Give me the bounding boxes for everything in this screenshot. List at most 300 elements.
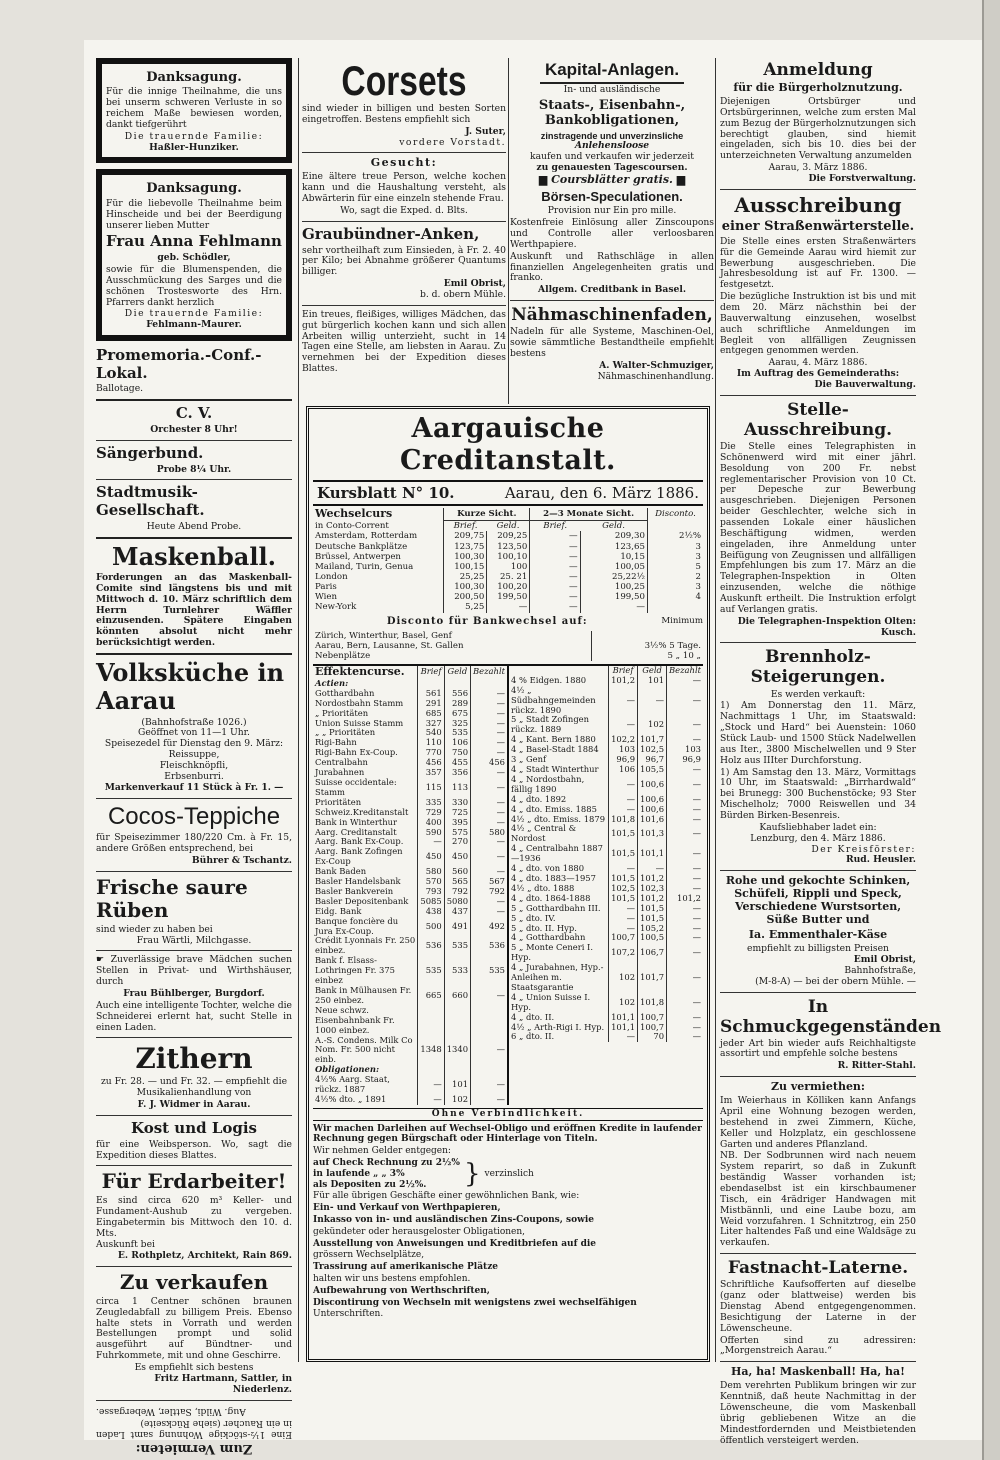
divider — [96, 871, 292, 872]
ad-text: NB. Der Sodbrunnen wird nach neuem System reparirt, so daß in Zukunft beständig Wasser vorhanden ist; ebendaselbst ist ein kirschbaumener Tisch, ein 4rädriger Handwagen mit Mistbännli, und eine Laube bozu, am Weid vorzufahren. 1 Schnitztrog, ein 250 Liter haltendes Faß und eine Waldsäge zu verkaufen. — [720, 1150, 916, 1249]
row-label: 5 „ Monte Ceneri I. Hyp. — [511, 942, 594, 963]
ad-signature: Die trauernde Familie: — [124, 308, 264, 320]
row-label: 3 „ Genf — [511, 754, 547, 765]
row-label: Basler Handelsbank — [315, 876, 401, 887]
row-value: 450 — [418, 847, 444, 867]
row-value: — — [418, 1095, 444, 1105]
column-header: Brief — [609, 666, 638, 676]
ad-text: Schriftliche Kaufsofferten auf dieselbe (ganz oder blattweise) werden bis Dienstag Abend entgegengenommen. Besichtigung der Laterne in der Löwenscheune. — [720, 1279, 916, 1334]
row-value: 456 — [471, 758, 507, 768]
table-row — [313, 956, 507, 986]
row-label: Basler Depositenbank — [315, 895, 409, 906]
effekten-left-table — [313, 666, 507, 1105]
row-value: — — [471, 768, 507, 778]
row-value: 335 — [418, 798, 444, 808]
ad-text: Diejenigen Ortsbürger und Ortsbürgerinnen, welche zum ersten Mal zum Bezug der Bürgerholznutzungen sich berechtigt glauben, sind hiemit eingeladen, sich bis 10. dies bei der unterzeichneten Verwaltung anzumelden — [720, 96, 916, 162]
row-label: Bank f. Elsass-Lothringen Fr. 375 einbez — [315, 955, 396, 986]
ad-text: Markenverkauf 11 Stück à Fr. 1. — — [104, 781, 284, 793]
table-row — [509, 914, 703, 924]
row-value: — — [418, 1075, 444, 1095]
ad-signature: Frau Wärtli, Milchgasse. — [136, 934, 252, 946]
row-value: 101,1 — [638, 844, 667, 864]
row-value: 5 „ 10 „ — [592, 651, 703, 661]
row-label: Mailand, Turin, Genua — [315, 561, 414, 572]
ad-text: Kaufsliebhaber ladet ein: — [759, 821, 877, 833]
row-value: 100,20 — [487, 582, 530, 592]
row-value: — — [471, 867, 507, 877]
row-value: — — [667, 775, 703, 795]
divider — [96, 950, 292, 951]
ad-text: Staats-, Eisenbahn-, Bankobligationen, — [538, 97, 686, 129]
row-value: 101,8 — [609, 815, 638, 825]
table-row — [509, 993, 703, 1013]
ad-signature: F. J. Widmer in Aarau. — [137, 1099, 251, 1111]
ad-signature: Kusch. — [880, 626, 916, 638]
row-value: — — [530, 602, 580, 612]
column-4 — [720, 58, 942, 1447]
ad-text: sind wieder zu haben bei — [96, 923, 213, 935]
table-row — [313, 641, 703, 651]
row-value: 100,25 — [580, 582, 647, 592]
ad-text: Orchester 8 Uhr! — [150, 424, 238, 436]
row-label: Paris — [315, 582, 337, 593]
row-value: 100 — [487, 562, 530, 572]
ad-text: Auskunft bei — [96, 1239, 155, 1251]
table-row — [313, 602, 703, 612]
row-value: 100,5 — [638, 933, 667, 943]
row-label: Bank in Winterthur — [315, 816, 398, 827]
ad-title: Promemoria.-Conf.-Lokal. — [96, 346, 262, 382]
row-label: „ „ Prioritäten — [315, 727, 376, 738]
row-label: Aarg. Creditanstalt — [315, 826, 397, 837]
column-3 — [510, 58, 714, 383]
ad-text: Die Stelle eines Telegraphisten in Schönenwerd wird mit einer jährl. Besoldung von 200 Fr. nebst reglementarischer Provision von 10 Ct. per Depesche zur Bewerbung ausgeschrieben. Diejenigen Personen beider Geschlechter, welche sich in passenden Lokale einer häuslichen Beschäftigung widmen, werden eingeladen, ihre Anmeldung unter Beifügung von Zeugnissen und allfälligen Empfehlungen bis zum 17. März an die Telegraphen-Inspektion in Olten einzusenden, welche die nöthige Auskunft ertheilt. Die Instruktion erfolgt auf Verlangen gratis. — [720, 440, 916, 615]
ad-signature: Haßler-Hunziker. — [149, 141, 239, 153]
row-value — [471, 1006, 507, 1036]
rate-line: verzinslich — [484, 1168, 534, 1179]
row-value: 25. 21 — [487, 572, 530, 582]
ad-signature: Die Bauverwaltung. — [814, 378, 916, 390]
row-value: 5080 — [444, 897, 470, 907]
table-row — [313, 1095, 507, 1105]
row-label: 4 „ dto. II. — [511, 1011, 555, 1022]
row-value: 3 — [647, 542, 703, 552]
row-label: 4 „ Gotthardbahn — [511, 932, 586, 943]
table-row — [313, 631, 703, 641]
ad-title: Gesucht: — [370, 156, 438, 170]
ad-signature: Fehlmann-Maurer. — [146, 319, 242, 331]
table-row — [313, 818, 507, 828]
ad-title: Cocos-Teppiche — [107, 802, 281, 830]
ad-text: geb. Schödler, — [157, 252, 231, 264]
row-value: — — [471, 699, 507, 709]
divider — [96, 479, 292, 480]
row-value: 101,5 — [638, 914, 667, 924]
row-value: 395 — [444, 818, 470, 828]
divider — [96, 1115, 292, 1116]
effekten-right-table — [509, 666, 703, 1042]
ad-signature: Die Telegraphen-Inspektion Olten: — [737, 615, 916, 627]
ad-title: Maskenball. — [112, 541, 276, 571]
row-label: Rigi-Bahn — [315, 737, 357, 748]
row-value: — — [471, 689, 507, 699]
row-value: 101,1 — [609, 1023, 638, 1033]
service-line: halten wir uns bestens empfohlen. — [313, 1274, 471, 1285]
row-label: Jurabahnen — [315, 767, 365, 778]
row-value: 357 — [418, 768, 444, 778]
row-label: Bank in Mülhausen Fr. 250 einbez. — [315, 985, 412, 1005]
row-label: 4½ „ Arth-Rigi I. Hyp. — [511, 1021, 605, 1032]
ad-title: Kapital-Anlagen. — [544, 60, 680, 79]
row-value: — — [471, 778, 507, 798]
column-header: Wechselcurs — [315, 506, 393, 520]
ad-text: zu genauesten Tagescoursen. — [536, 162, 688, 174]
ad-signature: Emil Obrist, — [853, 953, 916, 965]
ad-text: Dem verehrten Publikum bringen wir zur Kenntniß, daß heute Nachmittag in der Löwenscheune, die vom Maskenball übrig gebliebenen Witze an die Mindestfordernden und Meistbietenden öffentlich versteigert werden. — [720, 1380, 916, 1446]
ad-title: C. V. — [175, 404, 213, 423]
row-value: 110 — [418, 738, 444, 748]
row-value: 792 — [471, 887, 507, 897]
row-value: — — [487, 602, 530, 612]
row-value: 101,8 — [638, 993, 667, 1013]
service-line: Ein- und Verkauf von Werthpapieren, — [313, 1203, 501, 1214]
row-value: 792 — [444, 887, 470, 897]
row-value: 660 — [444, 986, 470, 1006]
row-value: — — [471, 738, 507, 748]
row-value: 570 — [418, 877, 444, 887]
row-value: 567 — [471, 877, 507, 887]
divider — [96, 653, 292, 655]
row-value: 3 — [647, 552, 703, 562]
section-label: Actien: — [315, 677, 349, 688]
row-value: 101,6 — [638, 815, 667, 825]
row-label: Aarau, Bern, Lausanne, St. Gallen — [315, 640, 464, 651]
row-label: 4 „ Basel-Stadt 1884 — [511, 744, 599, 755]
ad-title: Graubündner-Anken, — [302, 224, 480, 243]
column-1 — [96, 58, 292, 1455]
row-value: 102 — [638, 715, 667, 735]
row-label: Amsterdam, Rotterdam — [315, 531, 418, 542]
table-row — [509, 686, 703, 716]
row-label: 4 „ dto. Emiss. 1885 — [511, 803, 597, 814]
row-value: 1348 — [418, 1036, 444, 1066]
row-value: 270 — [444, 837, 470, 847]
row-value: 103 — [667, 745, 703, 755]
ad-title: Stelle-Ausschreibung. — [743, 399, 893, 440]
table-row — [313, 562, 703, 572]
row-value: — — [609, 805, 638, 815]
ad-text: Kostenfreie Einlösung aller Zinscoupons und Controlle aller verloosbaren Werthpapiere. — [510, 217, 714, 250]
table-row — [509, 963, 703, 993]
row-value: 101,2 — [638, 894, 667, 904]
row-value: 2 — [647, 572, 703, 582]
column-rule — [715, 58, 716, 1362]
row-value: 3½% 5 Tage. — [592, 641, 703, 651]
creditanstalt-kursblatt — [306, 406, 710, 1362]
row-label: Bank Baden — [315, 866, 367, 877]
row-value: 102,5 — [638, 745, 667, 755]
row-label: Rigi-Bahn Ex-Coup. — [315, 747, 398, 758]
row-value: 101,3 — [638, 824, 667, 844]
row-value: 491 — [444, 917, 470, 937]
row-label: 6 „ dto. II. — [511, 1031, 555, 1042]
row-value: — — [609, 715, 638, 735]
row-value: 101 — [638, 676, 667, 686]
kursblatt-header — [313, 480, 703, 506]
table-row — [313, 651, 703, 661]
table-row — [313, 542, 703, 552]
divider — [720, 870, 916, 871]
ad-text: ☛ Zuverlässige brave Mädchen suchen Stellen in Privat- und Wirthshäuser, durch — [96, 954, 292, 988]
ad-text: sowie für die Blumenspenden, die Ausschmückung des Sarges und die schönen Trostesworte des Hrn. Pfarrers dankt herzlich — [106, 263, 282, 308]
row-value: 199,50 — [580, 592, 647, 602]
ad-text: Wo, sagt die Exped. d. Blts. — [340, 204, 468, 216]
column-header: Geld — [444, 666, 470, 679]
ad-text: In- und ausländische — [563, 84, 661, 96]
ad-name: Frau Anna Fehlmann — [106, 232, 282, 251]
ad-title: Sängerbund. — [96, 443, 204, 462]
service-line: Unterschriften. — [313, 1309, 384, 1320]
row-value: — — [471, 748, 507, 758]
ad-signature: Die trauernde Familie: — [124, 130, 264, 142]
ad-text: Es werden verkauft: — [770, 688, 866, 700]
ad-title: Danksagung. — [146, 70, 242, 85]
ad-title: Kost und Logis — [130, 1119, 257, 1138]
row-value: — — [471, 798, 507, 808]
row-value: 209,30 — [580, 531, 647, 541]
ad-text: Im Weierhaus in Kölliken kann Anfangs April eine Wohnung bezogen werden, bestehend in zwei Zimmern, Küche, Keller und Holzplatz, ein geschlossene Garten und anderes Pflanzland. — [720, 1095, 916, 1150]
ad-title: Ha, ha! Maskenball! Ha, ha! — [730, 1365, 906, 1379]
column-header: Geld — [638, 666, 667, 676]
bank-services — [313, 1124, 703, 1321]
ad-title: Zum Vermieten: — [135, 1440, 253, 1456]
divider — [720, 189, 916, 190]
row-value: 100,7 — [609, 933, 638, 943]
column-header: Kurze Sicht. — [444, 508, 530, 521]
row-value: 10,15 — [580, 552, 647, 562]
row-value: 101 — [444, 1075, 470, 1095]
table-row — [313, 778, 507, 798]
ad-text: Heute Abend Probe. — [146, 520, 242, 532]
row-value: 101,5 — [609, 824, 638, 844]
column-header: in Conto-Corrent — [315, 521, 389, 531]
divider — [720, 1253, 916, 1254]
ad-text: Auch eine intelligente Tochter, welche die Schneiderei erlernt hat, sucht Stelle in einen Laden. — [96, 999, 292, 1033]
row-value: — — [667, 824, 703, 844]
ad-text: 1) Am Samstag den 13. März, Vormittags 10 Uhr, im Staatswald: „Birrhardwald“ bei Brunegg: 300 Buchenstöcke; 93 Ster Mischelholz; 7000 Reiswellen und 34 Bürden Birken-Besenreis. — [720, 766, 916, 821]
row-label: 4 „ Union Suisse I. Hyp. — [511, 991, 591, 1012]
row-value: 101,1 — [609, 1013, 638, 1023]
ad-signature: R. Ritter-Stahl. — [837, 1060, 916, 1072]
row-value: 100,6 — [638, 795, 667, 805]
row-value: 5085 — [418, 897, 444, 907]
row-label: 4½% dto. „ 1891 — [315, 1093, 387, 1104]
ad-text: 1) Am Donnerstag den 11. März, Nachmittags 1 Uhr, im Staatswald: „Stock und Hard“ bei Auenstein: 1060 Stück Laub- und 1500 Stück Nadelwellen aus Iter., 3800 Mischelwellen und 9 Ster Holz aus IIIter Durchforstung. — [720, 700, 916, 766]
ad-text: Aarau, 4. März 1886. — [768, 357, 868, 369]
column-header: Brief. — [530, 521, 580, 532]
row-value: — — [530, 562, 580, 572]
upside-down-ad — [96, 1405, 292, 1456]
row-value: 536 — [471, 936, 507, 956]
ad-text: sehr vortheilhaft zum Einsieden, à Fr. 2. 40 per Kilo; bei Abnahme größerer Quantums billiger. — [302, 244, 506, 278]
ad-title: Brennholz-Steigerungen. — [750, 647, 886, 688]
row-label: 5 „ dto. II. Hyp. — [511, 922, 577, 933]
row-value: — — [580, 602, 647, 612]
ad-text: Aarau, 3. März 1886. — [768, 162, 868, 174]
table-row — [313, 1006, 507, 1036]
ad-text: Probe 8¼ Uhr. — [156, 463, 232, 475]
row-value: 1340 — [444, 1036, 470, 1066]
ad-text: sind wieder in billigen und besten Sorten eingetroffen. Bestens empfiehlt sich — [302, 103, 506, 125]
table-row — [509, 676, 703, 686]
row-value: — — [530, 592, 580, 602]
ad-signature: Frau Bühlberger, Burgdorf. — [123, 988, 265, 999]
service-line: Inkasso von in- und ausländischen Zins-Coupons, sowie — [313, 1215, 594, 1226]
pointing-hand-icon: ☛ — [96, 954, 111, 966]
row-label: 4 „ Nordostbahn, fällig 1890 — [511, 773, 585, 794]
divider — [96, 1400, 292, 1401]
row-value: 101,2 — [638, 874, 667, 884]
divider — [720, 1076, 916, 1077]
row-value: 5,25 — [444, 602, 487, 612]
row-value: — — [471, 897, 507, 907]
row-value: 100,15 — [444, 562, 487, 572]
row-value: 535 — [444, 936, 470, 956]
rate-line: in laufende „ „ 3% — [313, 1168, 405, 1179]
row-value: 793 — [418, 887, 444, 897]
divider — [96, 537, 292, 539]
row-value: 101,7 — [638, 963, 667, 993]
table-row — [313, 552, 703, 562]
row-value: — — [667, 864, 703, 874]
ad-title: Fastnacht-Laterne. — [727, 1258, 909, 1279]
row-value: 101,5 — [638, 904, 667, 914]
ad-text: Lenzburg, den 4. März 1886. — [750, 832, 886, 844]
row-value: 102 — [444, 1095, 470, 1105]
row-value — [444, 1006, 470, 1036]
row-value: — — [609, 1032, 638, 1042]
row-value: 3 — [647, 582, 703, 592]
ad-text: Die Stelle eines ersten Straßenwärters für die Gemeinde Aarau wird hiemit zur Bewerbung ausgeschrieben. Die Jahresbesoldung ist auf Fr. 1300. — festgesetzt. — [720, 235, 916, 291]
row-label: Suisse occidentale: Stamm — [315, 776, 397, 797]
ad-text: empfiehlt zu billigsten Preisen — [747, 943, 889, 955]
row-value: 123,65 — [580, 542, 647, 552]
row-value: 105,2 — [638, 924, 667, 934]
row-label: Deutsche Bankplätze — [315, 541, 408, 552]
row-value: 560 — [444, 867, 470, 877]
row-value: — — [667, 815, 703, 825]
ad-title: Zu vermiethen: — [771, 1080, 865, 1094]
section-label: Obligationen: — [315, 1064, 380, 1075]
ad-text: Es sind circa 620 m³ Keller- und Fundament-Aushub zu vergeben. Eingabetermin bis Mittwoch den 10. d. Mts. — [96, 1195, 292, 1239]
row-value: — — [471, 986, 507, 1006]
row-value: 400 — [418, 818, 444, 828]
row-label: 4 „ Centralbahn 1887—1936 — [511, 843, 603, 864]
service-line: grössern Wechselplätze, — [313, 1250, 425, 1261]
ad-text: Ballotage. — [96, 383, 144, 395]
ad-signature: Aug. Wildi, Sattler, Webergasse. — [96, 1405, 246, 1417]
row-label: 4 „ dto. 1864-1888 — [511, 892, 591, 903]
ad-title: Frische saure Rüben — [96, 874, 248, 923]
column-header: Geld. — [602, 521, 625, 532]
row-label: Banque foncière du Jura Ex-Coup. — [315, 915, 399, 936]
row-label: Schweiz.Kreditanstalt — [315, 806, 409, 817]
row-value: 96,9 — [609, 755, 638, 765]
row-value: 100,6 — [638, 775, 667, 795]
kursblatt-number: Kursblatt N° 10. — [317, 483, 455, 502]
row-label: Prioritäten — [315, 796, 362, 807]
row-value — [647, 602, 703, 612]
row-label: Centralbahn — [315, 757, 368, 768]
table-row — [313, 1075, 507, 1095]
row-label: Gotthardbahn — [315, 687, 375, 698]
divider — [96, 798, 292, 799]
ad-signature: Die Forstverwaltung. — [808, 173, 916, 185]
ad-signature: Allgem. Creditbank in Basel. — [537, 284, 687, 296]
divider — [96, 399, 292, 401]
row-value: 540 — [418, 728, 444, 738]
ad-text: Forderungen an das Maskenball-Comite sind längstens bis und mit Mittwoch d. 10. März schriftlich dem Herrn Turnlehrer Wäffler einzusenden. Spätere Eingaben könnten absolut nicht mehr berücksichtigt werden. — [96, 571, 292, 649]
row-label: 4 „ dto. 1883—1957 — [511, 872, 596, 883]
table-row — [509, 1032, 703, 1042]
row-value: — — [530, 542, 580, 552]
row-value: 291 — [418, 699, 444, 709]
table-row — [509, 824, 703, 844]
row-label: Union Suisse Stamm — [315, 717, 404, 728]
ad-title: Ia. Emmenthaler-Käse — [748, 928, 888, 942]
row-value: 123,50 — [487, 542, 530, 552]
ad-signature: Im Auftrag des Gemeinderaths: — [736, 368, 900, 380]
disconto-section: Disconto für Bankwechsel auf: Minimum — [386, 615, 703, 627]
row-value: 101,2 — [609, 676, 638, 686]
row-value: 200,50 — [444, 592, 487, 602]
row-value: 100,30 — [444, 552, 487, 562]
row-value: — — [471, 837, 507, 847]
table-row — [313, 572, 703, 582]
row-value: 289 — [444, 699, 470, 709]
row-value: 101,7 — [638, 735, 667, 745]
row-value: 5 — [647, 562, 703, 572]
row-value: 101,5 — [609, 844, 638, 864]
row-label: 4½ „ dto. 1888 — [511, 882, 575, 893]
row-value: 107,2 — [609, 943, 638, 963]
ad-text: Für die liebevolle Theilnahme beim Hinscheide und bei der Beerdigung unserer lieben Mutter — [106, 197, 282, 231]
divider — [96, 1266, 292, 1267]
row-value: 25,22½ — [580, 572, 647, 582]
divider — [720, 992, 916, 993]
row-value: — — [667, 795, 703, 805]
service-line: gekündeter oder herausgeloster Obligationen, — [313, 1226, 526, 1237]
divider — [302, 152, 506, 153]
ad-text: Es empfiehlt sich bestens — [134, 1361, 254, 1373]
ad-title: Anmeldung — [763, 60, 873, 80]
row-value: 675 — [444, 709, 470, 719]
row-value: 102,2 — [609, 735, 638, 745]
row-value: 100,7 — [638, 1023, 667, 1033]
divider — [302, 221, 506, 222]
ad-text: Geöffnet von 11—1 Uhr. — [138, 727, 250, 739]
row-value: 102,3 — [638, 884, 667, 894]
ad-text: Eine 1½-stöckige Wohnung samt Laden in ein Raucher (siehe Rückseite) — [96, 1417, 292, 1440]
service-line: Aufbewahrung von Werthschriften, — [313, 1285, 490, 1296]
row-value: — — [667, 715, 703, 735]
ad-text: Offerten sind zu adressiren: „Morgenstreich Aarau.“ — [720, 1334, 916, 1357]
menu-item: Erbsenburri. — [164, 770, 224, 782]
ad-text: für Speisezimmer 180/220 Cm. à Fr. 15, andere Größen entsprechend, bei — [96, 831, 292, 854]
row-value: 70 — [638, 1032, 667, 1042]
row-value — [418, 1006, 444, 1036]
row-value: 492 — [471, 917, 507, 937]
